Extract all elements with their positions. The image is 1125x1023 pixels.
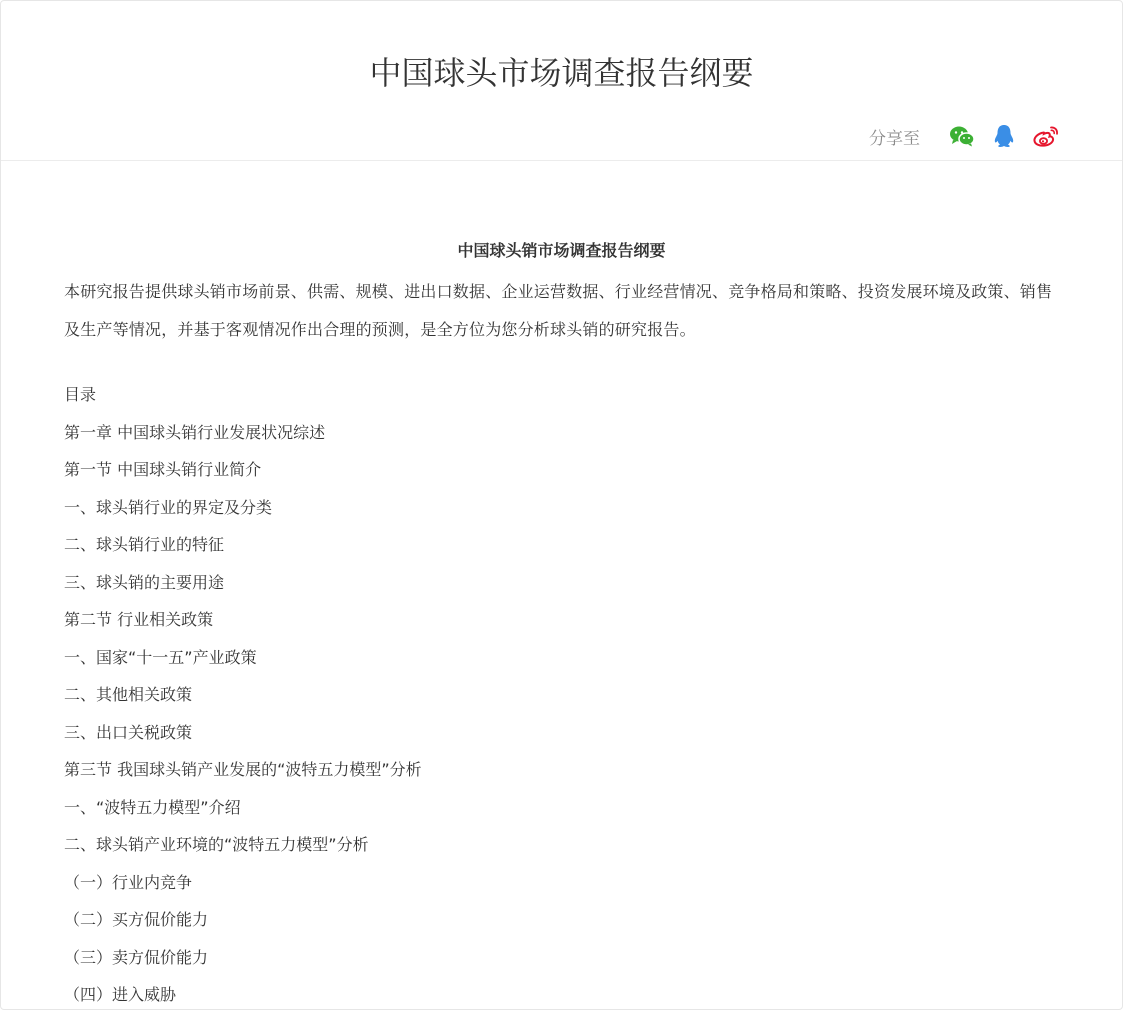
wechat-icon: [949, 125, 975, 147]
toc-section: 第一节 中国球头销行业简介: [64, 460, 262, 479]
toc-item: 二、其他相关政策: [64, 685, 193, 704]
toc-chapter: 第一章 中国球头销行业发展状况综述: [64, 422, 326, 442]
toc-section: 第二节 行业相关政策: [64, 610, 214, 629]
toc-heading: 目录: [64, 385, 97, 404]
qq-icon: [993, 124, 1015, 148]
wechat-share-button[interactable]: [948, 122, 976, 150]
toc-item: 三、球头销的主要用途: [64, 572, 225, 592]
document-title: 中国球头销市场调查报告纲要: [457, 241, 666, 260]
article-body: [1, 161, 1122, 1023]
toc-subitem: （四）进入威胁: [64, 985, 177, 1004]
page-title: 中国球头市场调查报告纲要: [369, 54, 754, 92]
table-of-contents: [64, 385, 1059, 1023]
toc-item: 三、出口关税政策: [64, 722, 193, 742]
toc-section: 第三节 我国球头销产业发展的“波特五力模型”分析: [64, 760, 422, 779]
toc-subitem: （二）买方侃价能力: [64, 910, 209, 929]
toc-subitem: （一）行业内竞争: [64, 872, 193, 892]
weibo-share-button[interactable]: [1032, 122, 1060, 150]
toc-item: 一、“波特五力模型”介绍: [64, 797, 241, 817]
qq-share-button[interactable]: [990, 122, 1018, 150]
weibo-icon: [1033, 125, 1059, 147]
toc-item: 一、球头销行业的界定及分类: [64, 497, 273, 517]
toc-item: 一、国家“十一五”产业政策: [64, 647, 257, 667]
intro-paragraph: 本研究报告提供球头销市场前景、供需、规模、进出口数据、企业运营数据、行业经营情况、竞争格局和策略、投资发展环境及政策、销售及生产等情况，并基于客观情况作出合理的预测，是全方位为您分析球头销的研究报告。: [64, 282, 1053, 339]
share-label: 分享至: [869, 128, 920, 149]
toc-subitem: （三）卖方侃价能力: [64, 947, 209, 967]
toc-item: 二、球头销产业环境的“波特五力模型”分析: [64, 835, 369, 854]
page-header: [1, 1, 1122, 161]
share-bar: [869, 121, 1060, 151]
toc-item: 二、球头销行业的特征: [64, 535, 225, 554]
